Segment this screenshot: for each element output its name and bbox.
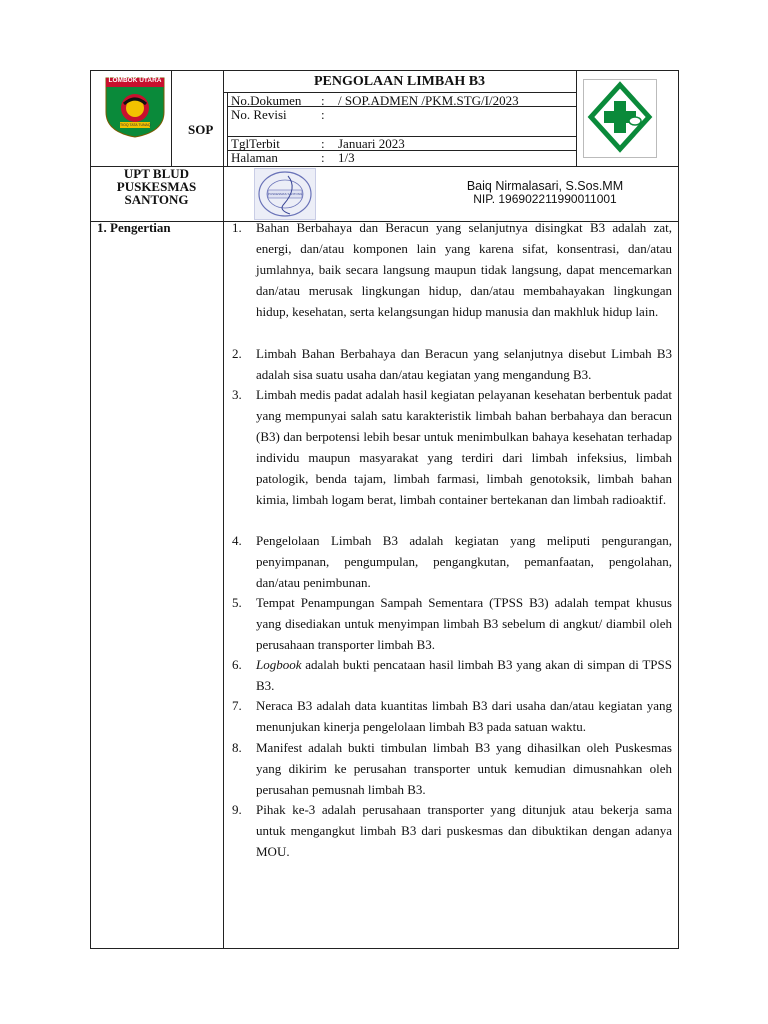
item-number: 8. xyxy=(232,740,242,755)
item-number: 7. xyxy=(232,698,242,713)
sop-label: SOP xyxy=(188,122,214,137)
item-text: Pengelolaan Limbah B3 adalah kegiatan yang meliputi pengurangan, penyimpanan, pengumpulan, pengangkutan, pemanfaatan, pengolahan, dan/atau penimbunan. xyxy=(256,533,672,591)
item-text: Bahan Berbahaya dan Beracun yang selanjutnya disingkat B3 adalah zat, energi, dan/atau komponen lain yang karena sifat, konsentrasi, dan/atau jumlahnya, baik secara langsung maupun tidak langsung, dapat mencemarkan dan/atau merusak lingkungan hidup, dan/atau membahayakan lingkungan hidup, kesehatan, serta kelangsungan hidup manusia dan makhluk hidup lain. xyxy=(256,220,672,320)
item-number: 9. xyxy=(232,802,242,817)
content-divider xyxy=(223,221,224,949)
item-number: 4. xyxy=(232,533,242,548)
field-label-no-dokumen: No.Dokumen xyxy=(231,93,302,108)
item-number: 1. xyxy=(232,220,242,235)
stamp-text: PUSKESMAS SANTONG xyxy=(268,192,303,196)
field-label-tgl-terbit: TglTerbit xyxy=(231,136,280,151)
item-number: 2. xyxy=(232,346,242,361)
item-text: Pihak ke-3 adalah perusahaan transporter yang ditunjuk atau bekerja sama untuk mengangkut limbah B3 dari puskesmas dan dibuktikan dengan adanya MOU. xyxy=(256,802,672,860)
lombok-utara-logo xyxy=(104,76,166,138)
item-lead-term: Logbook xyxy=(256,657,302,672)
logo-banner-text: LOMBOK UTARA xyxy=(108,77,162,84)
regency-shield-icon xyxy=(104,76,166,138)
definition-item xyxy=(232,217,672,322)
logo-ribbon-text: TIOQ TATA TUNAQ xyxy=(120,123,151,127)
item-number: 6. xyxy=(232,657,242,672)
divider-title xyxy=(227,92,228,167)
definition-item xyxy=(232,530,672,593)
puskesmas-logo xyxy=(583,79,657,158)
item-text: adalah bukti pencataan hasil limbah B3 yang akan di simpan di TPSS B3. xyxy=(256,657,672,694)
field-sep-halaman: : xyxy=(321,150,325,165)
divider-logo xyxy=(171,70,172,167)
definition-item xyxy=(232,592,672,655)
puskesmas-cross-icon xyxy=(583,79,657,158)
item-text: Manifest adalah bukti timbulan limbah B3 yang dihasilkan oleh Puskesmas yang dikirim ke perusahan transporter untuk kemudian dimusnahkan oleh perusahan pemusnah limbah B3. xyxy=(256,740,672,798)
signatory-name: Baiq Nirmalasari, S.Sos.MM xyxy=(466,179,624,193)
item-text: Limbah medis padat adalah hasil kegiatan pelayanan kesehatan berbentuk padat yang mempunyai salah satu karakteristik limbah bahan berbahaya dan beracun (B3) dan berpotensi lebih besar untuk menimbulkan bahaya kesehatan terhadap individu maupun masyarakat yang terdiri dari limbah infeksius, limbah patologik, benda tajam, limbah farmasi, limbah genotoksik, limbah bahan kimia, limbah logam berat, limbah container bertekanan dan limbah radioaktif. xyxy=(256,387,672,508)
definition-item xyxy=(232,799,672,862)
field-value-halaman: 1/3 xyxy=(338,150,355,165)
field-sep-no-revisi: : xyxy=(321,107,325,122)
item-number: 5. xyxy=(232,595,242,610)
definition-item xyxy=(232,695,672,737)
item-text: Limbah Bahan Berbahaya dan Beracun yang selanjutnya disebut Limbah B3 adalah sisa suatu usaha dan/atau kegiatan yang mengandung B3. xyxy=(256,346,672,383)
item-text-container xyxy=(256,654,672,696)
org-name-line-2: PUSKESMAS xyxy=(116,179,197,194)
puskesmas-stamp xyxy=(254,168,316,220)
field-sep-tgl-terbit: : xyxy=(321,136,325,151)
field-sep-no-dokumen: : xyxy=(321,93,325,108)
divider-right-logo xyxy=(576,70,577,167)
page-title: PENGOLAAN LIMBAH B3 xyxy=(313,74,486,89)
field-value-tgl-terbit: Januari 2023 xyxy=(338,136,405,151)
org-name-line-3: SANTONG xyxy=(124,192,189,207)
item-text: Tempat Penampungan Sampah Sementara (TPSS B3) adalah tempat khusus yang disediakan untuk menyimpan limbah B3 sebelum di angkut/ diambil oleh perusahaan transporter limbah B3. xyxy=(256,595,672,653)
definition-item xyxy=(232,654,672,696)
section-title: 1. Pengertian xyxy=(97,220,171,235)
org-name-line-1: UPT BLUD xyxy=(123,166,190,181)
definition-item xyxy=(232,343,672,385)
signatory-nip: NIP. 196902211990011001 xyxy=(473,192,617,206)
field-label-no-revisi: No. Revisi xyxy=(231,107,287,122)
item-text: Neraca B3 adalah data kuantitas limbah B3 dari usaha dan/atau kegiatan yang menunjukan kinerja pengelolaan limbah B3 pada satuan waktu. xyxy=(256,698,672,735)
field-value-no-dokumen: / SOP.ADMEN /PKM.STG/I/2023 xyxy=(338,93,519,108)
definition-item xyxy=(232,384,672,511)
item-number: 3. xyxy=(232,387,242,402)
definition-item xyxy=(232,737,672,800)
field-label-halaman: Halaman xyxy=(231,150,278,165)
